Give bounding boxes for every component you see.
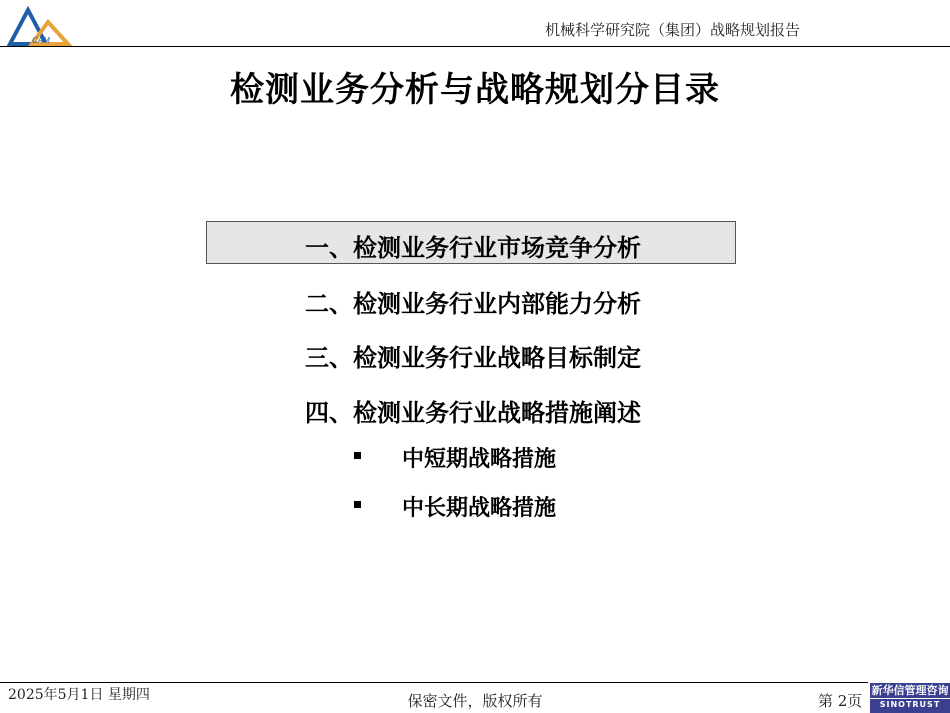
footer-date: 2025年5月1日 星期四	[8, 687, 150, 703]
toc-subitem-1[interactable]: 中短期战略措施	[402, 447, 557, 472]
toc-item-3[interactable]: 三、检测业务行业战略目标制定	[305, 344, 641, 372]
toc-item-1[interactable]: 一、检测业务行业市场竞争分析	[305, 234, 641, 262]
report-header-title: 机械科学研究院（集团）战略规划报告	[544, 21, 800, 39]
bullet-icon	[354, 452, 361, 459]
bullet-icon	[354, 501, 361, 508]
brand-en: SINOTRUST	[870, 698, 950, 711]
toc-subitem-2[interactable]: 中长期战略措施	[402, 496, 557, 521]
toc-item-2[interactable]: 二、检测业务行业内部能力分析	[305, 290, 641, 318]
header-divider	[0, 46, 950, 47]
logo-text: CAM	[32, 36, 50, 45]
page-number: 第 2页	[818, 692, 863, 710]
cam-logo	[6, 4, 72, 46]
brand-cn: 新华信管理咨询	[871, 684, 949, 697]
toc-item-4[interactable]: 四、检测业务行业战略措施阐述	[305, 399, 641, 427]
page-title: 检测业务分析与战略规划分目录	[230, 70, 720, 110]
sinotrust-logo	[870, 683, 950, 713]
footer-divider	[0, 682, 868, 683]
footer-confidential: 保密文件，版权所有	[407, 692, 543, 710]
